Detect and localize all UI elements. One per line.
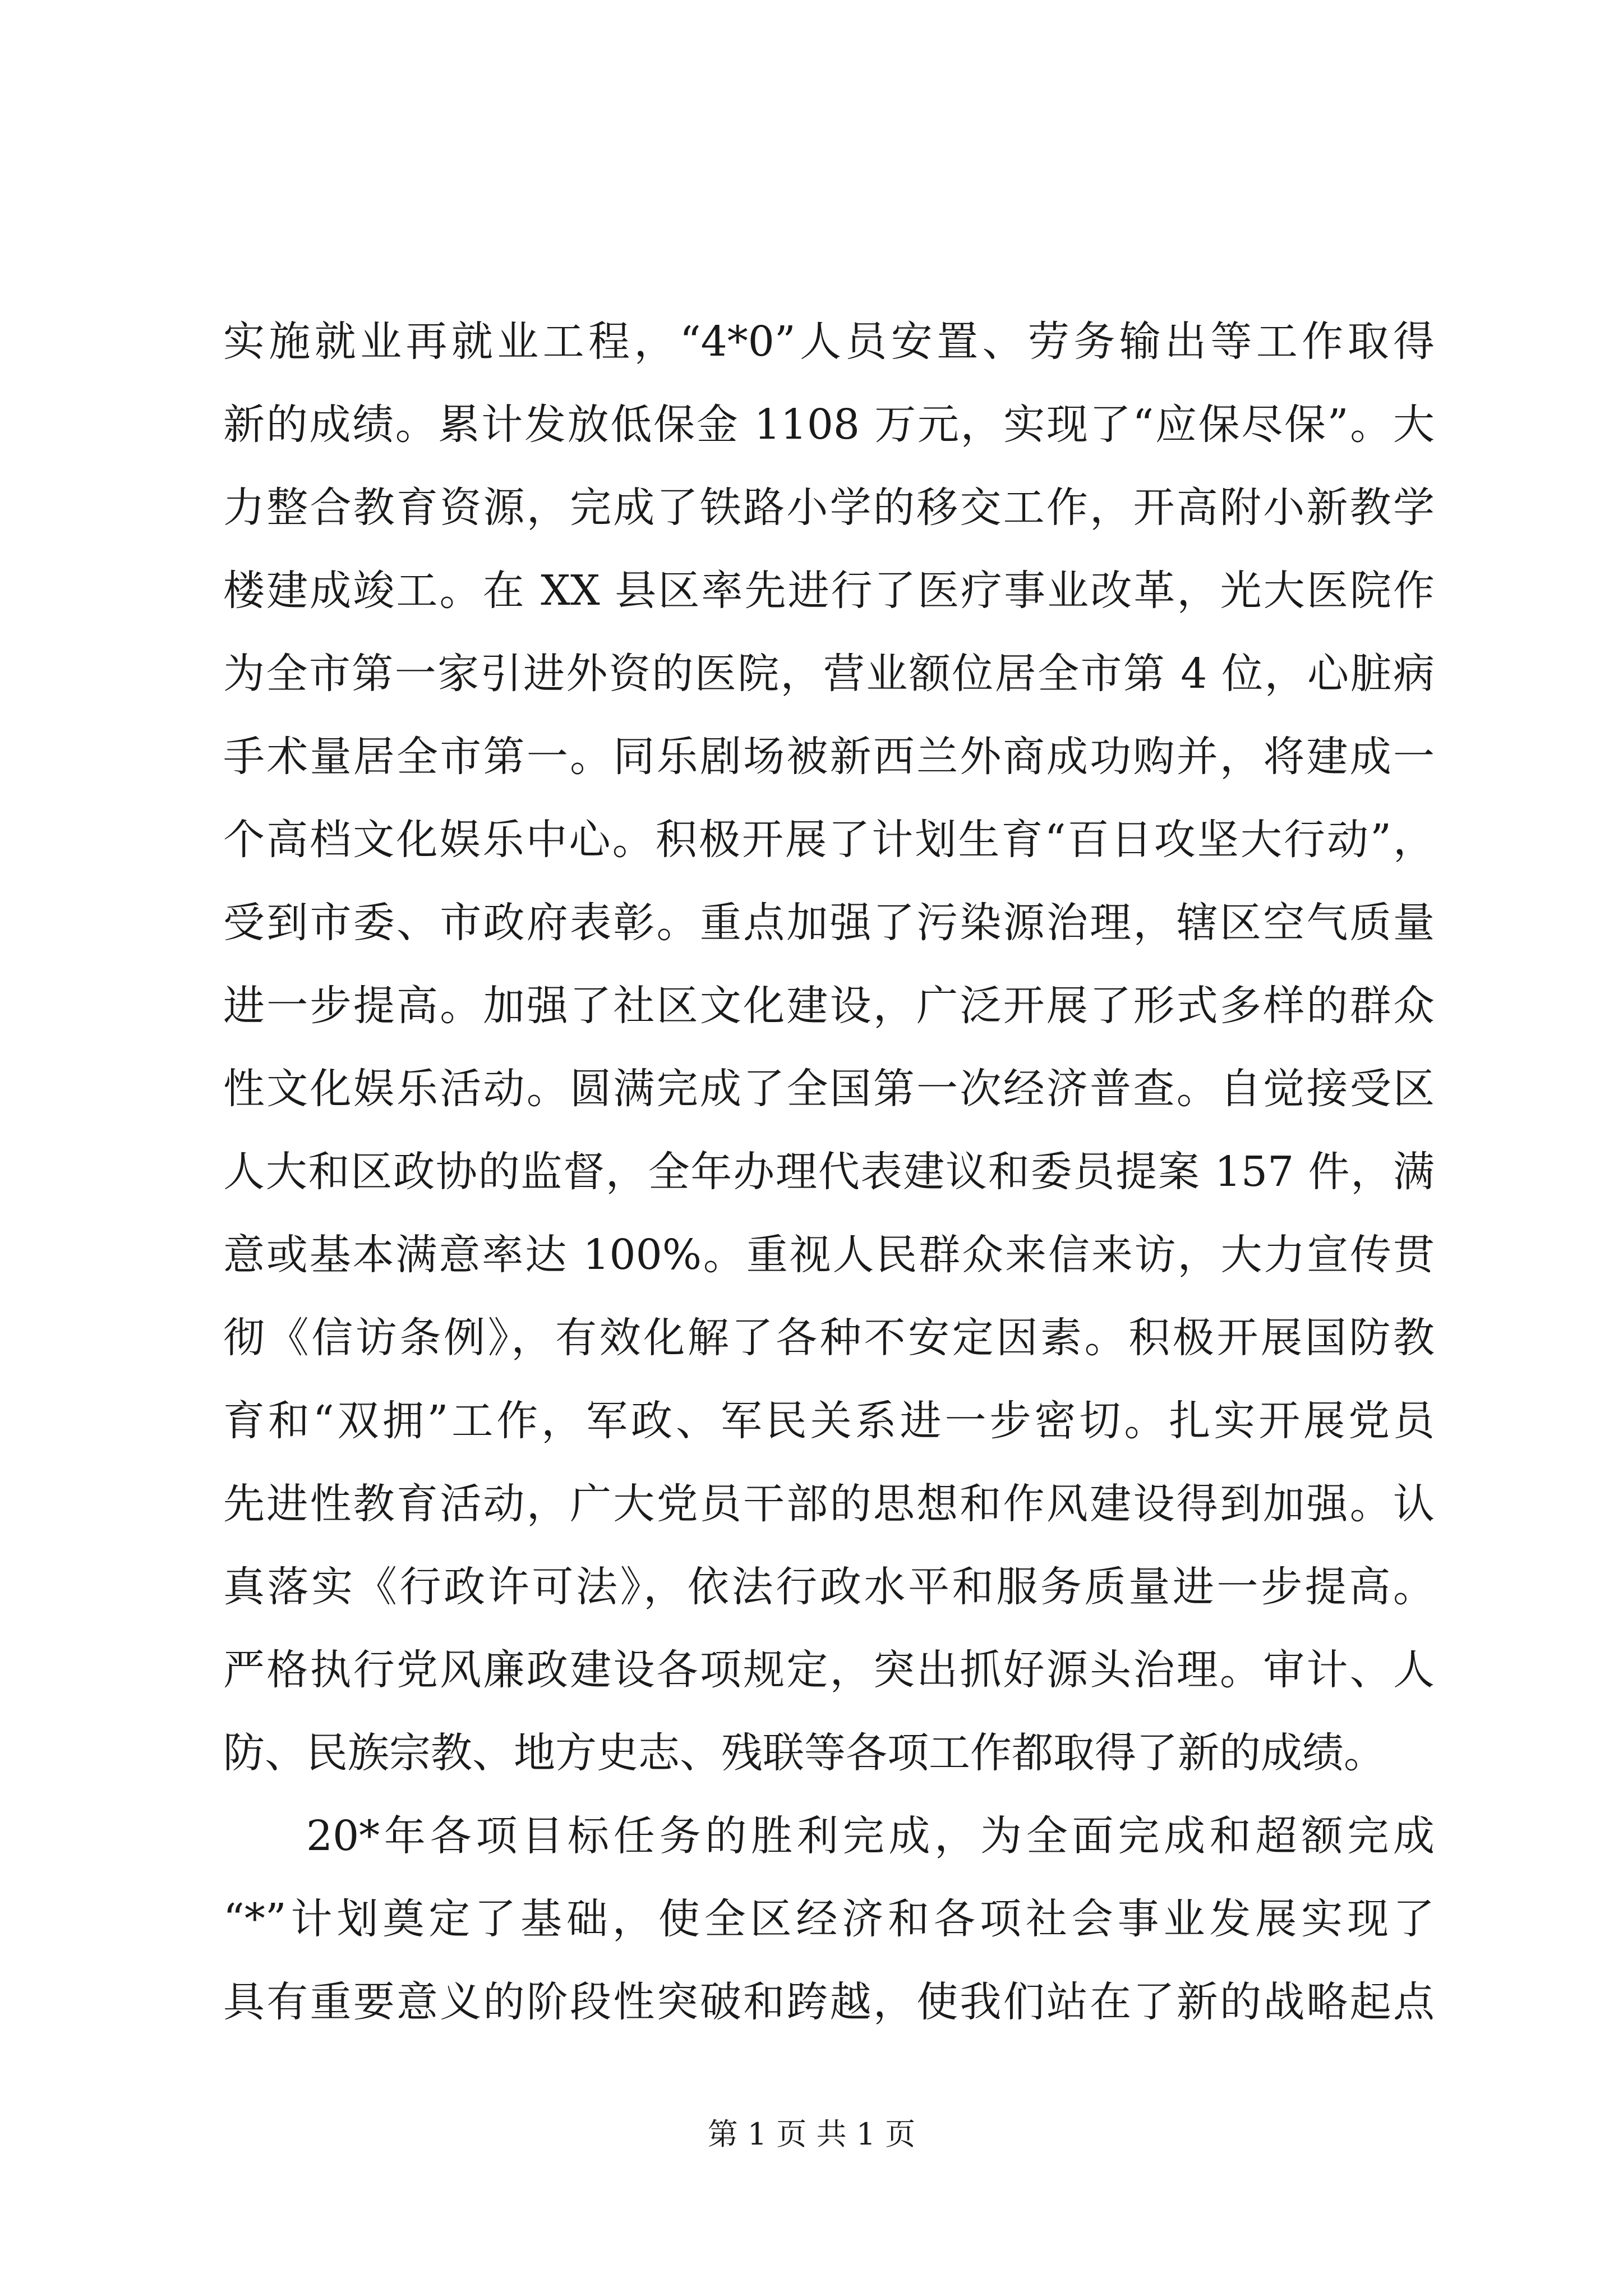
text-line: 意或基本满意率达 100%。重视人民群众来信来访，大力宣传贯	[223, 1231, 1435, 1279]
text-line: 20*年各项目标任务的胜利完成，为全面完成和超额完成	[306, 1812, 1435, 1860]
text-line: 手术量居全市第一。同乐剧场被新西兰外商成功购并，将建成一	[223, 733, 1435, 781]
text-line: 防、民族宗教、地方史志、残联等各项工作都取得了新的成绩。	[223, 1729, 1385, 1777]
page-number: 第 1 页 共 1 页	[707, 2116, 916, 2152]
text-line: 楼建成竣工。在 XX 县区率先进行了医疗事业改革，光大医院作	[223, 567, 1435, 615]
text-line: 进一步提高。加强了社区文化建设，广泛开展了形式多样的群众	[223, 982, 1435, 1030]
text-line: 为全市第一家引进外资的医院，营业额位居全市第 4 位，心脏病	[223, 650, 1435, 698]
text-line: 人大和区政协的监督，全年办理代表建议和委员提案 157 件，满	[223, 1148, 1435, 1196]
text-line: 新的成绩。累计发放低保金 1108 万元，实现了“应保尽保”。大	[223, 401, 1435, 449]
body-text	[223, 300, 1435, 2044]
text-line: 严格执行党风廉政建设各项规定，突出抓好源头治理。审计、人	[223, 1646, 1435, 1694]
text-line: 先进性教育活动，广大党员干部的思想和作风建设得到加强。认	[223, 1480, 1435, 1528]
text-line: 个高档文化娱乐中心。积极开展了计划生育“百日攻坚大行动”，	[223, 816, 1435, 864]
text-line: 受到市委、市政府表彰。重点加强了污染源治理，辖区空气质量	[223, 899, 1435, 947]
text-line: “*”计划奠定了基础，使全区经济和各项社会事业发展实现了	[223, 1895, 1435, 1943]
text-line: 具有重要意义的阶段性突破和跨越，使我们站在了新的战略起点	[223, 1978, 1435, 2026]
text-line: 育和“双拥”工作，军政、军民关系进一步密切。扎实开展党员	[223, 1397, 1435, 1445]
text-line: 真落实《行政许可法》，依法行政水平和服务质量进一步提高。	[223, 1563, 1435, 1611]
text-line: 力整合教育资源，完成了铁路小学的移交工作，开高附小新教学	[223, 484, 1435, 532]
page-footer	[0, 2115, 1623, 2154]
text-line: 实施就业再就业工程，“4*0”人员安置、劳务输出等工作取得	[223, 318, 1435, 366]
text-line: 性文化娱乐活动。圆满完成了全国第一次经济普查。自觉接受区	[223, 1065, 1435, 1113]
text-line: 彻《信访条例》，有效化解了各种不安定因素。积极开展国防教	[223, 1314, 1435, 1362]
